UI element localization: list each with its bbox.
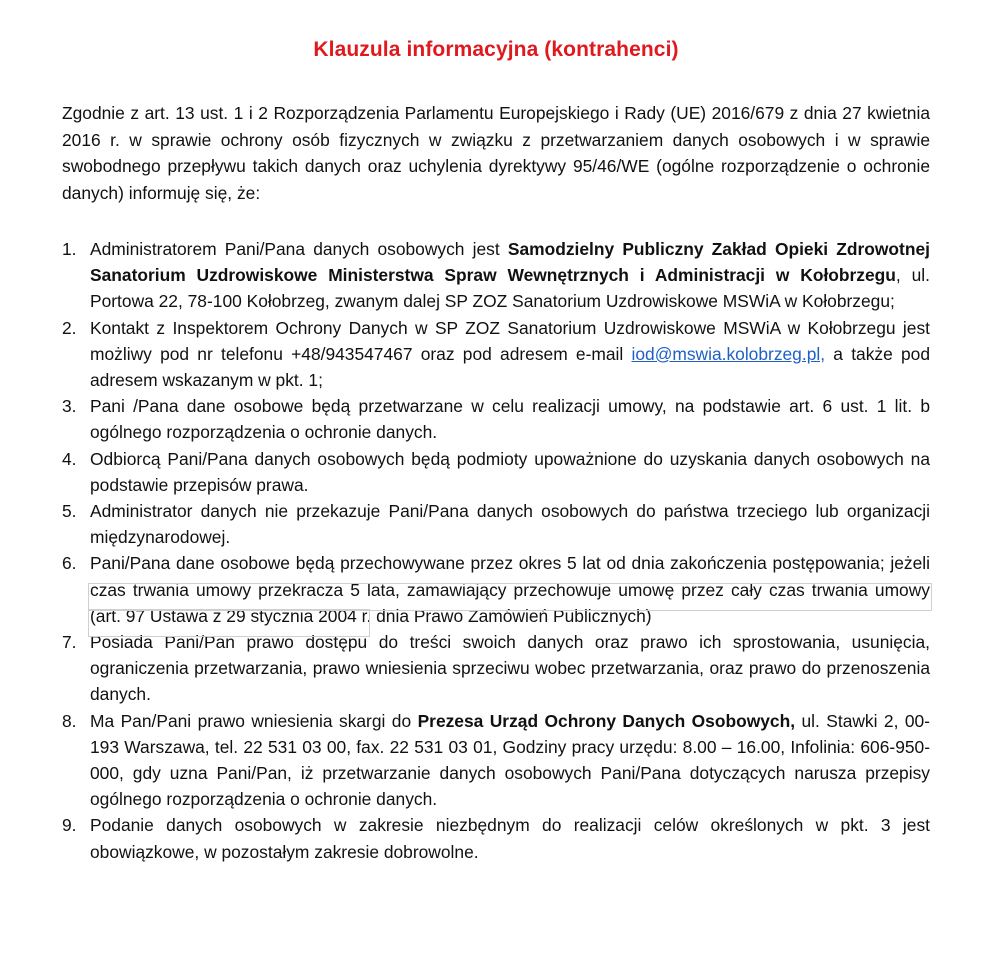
list-number: 1. <box>62 239 77 259</box>
document-page <box>62 38 930 865</box>
list-number: 8. <box>62 710 77 731</box>
list-item-3 <box>62 393 930 445</box>
list-number: 7. <box>62 632 77 653</box>
item-text: Podanie danych osobowych w zakresie niezbędnym do realizacji celów określonych w pkt. 3 jest obowiązkowe, w pozostałym zakresie dobrowolne. <box>90 815 930 862</box>
intro-paragraph: Zgodnie z art. 13 ust. 1 i 2 Rozporządzenia Parlamentu Europejskiego i Rady (UE) 2016/679 z dnia 27 kwietnia 2016 r. w sprawie ochrony osób fizycznych w związku z przetwarzaniem danych osobowych i w sprawie swobodnego przepływu takich danych oraz uchylenia dyrektywy 95/46/WE (ogólne rozporządzenie o ochronie danych) informuję się, że: <box>62 103 930 203</box>
list-number: 6. <box>62 553 77 574</box>
email-link[interactable]: iod@mswia.kolobrzeg.pl, <box>631 343 826 364</box>
item-text: Administratorem Pani/Pana danych osobowych jest <box>90 239 508 259</box>
item-text: Pani /Pana dane osobowe będą przetwarzane w celu realizacji umowy, na podstawie art. 6 ust. 1 lit. b ogólnego rozporządzenia o ochronie danych. <box>90 396 930 443</box>
list-item-6 <box>62 550 930 629</box>
list-item-8 <box>62 708 930 813</box>
item-text: , ul. Portowa 22, 78-100 Kołobrzeg, zwanym dalej SP ZOZ Sanatorium Uzdrowiskowe MSWiA w Kołobrzegu; <box>90 265 930 312</box>
list-item-2 <box>62 315 930 394</box>
item-text: a także pod adresem wskazanym w pkt. 1; <box>90 343 930 391</box>
administrator-name: Samodzielny Publiczny Zakład Opieki Zdrowotnej Sanatorium Uzdrowiskowe Ministerstwa Spraw Wewnętrznych i Administracji w Kołobrzegu <box>90 239 930 286</box>
list-number: 5. <box>62 501 77 522</box>
item-text: ul. Stawki 2, 00-193 Warszawa, tel. 22 531 03 00, fax. 22 531 03 01, Godziny pracy urzędu: 8.00 – 16.00, Infolinia: 606-950-000, gdy uzna Pani/Pan, iż przetwarzanie danych osobowych Pani/Pana dotyczących narusza przepisy ogólnego rozporządzenia o ochronie danych. <box>90 710 930 810</box>
list-number: 9. <box>62 815 77 836</box>
item-text: Administrator danych nie przekazuje Pani/Pana danych osobowych do państwa trzeciego lub organizacji międzynarodowej. <box>90 501 930 548</box>
page-title: Klauzula informacyjna (kontrahenci) <box>313 38 679 61</box>
list-number: 4. <box>62 448 77 469</box>
list-item-1 <box>62 236 930 315</box>
clause-list <box>62 236 930 865</box>
list-item-7 <box>62 629 930 708</box>
item-text: Posiada Pani/Pan prawo dostępu do treści swoich danych oraz prawo ich sprostowania, usunięcia, ograniczenia przetwarzania, prawo wniesienia sprzeciwu wobec przetwarzania, oraz prawo do przenoszenia danych. <box>90 632 930 705</box>
list-item-5 <box>62 498 930 550</box>
list-number: 2. <box>62 317 77 338</box>
list-item-9 <box>62 812 930 864</box>
item-text: Ma Pan/Pani prawo wniesienia skargi do <box>90 710 418 731</box>
item-text: Kontakt z Inspektorem Ochrony Danych w SP ZOZ Sanatorium Uzdrowiskowe MSWiA w Kołobrzegu jest możliwy pod nr telefonu +48/943547467 oraz pod adresem e-mail <box>90 317 930 364</box>
authority-name: Prezesa Urząd Ochrony Danych Osobowych, <box>417 710 796 731</box>
item-text: Pani/Pana dane osobowe będą przechowywane przez okres 5 lat od dnia zakończenia postępowania; jeżeli czas trwania umowy przekracza 5 lata, zamawiający przechowuje umowę przez cały czas trwania umowy (art. 97 Ustawa z 29 stycznia 2004 r. dnia Prawo Zamówień Publicznych) <box>90 553 930 626</box>
list-number: 3. <box>62 396 77 417</box>
item-text: Odbiorcą Pani/Pana danych osobowych będą podmioty upoważnione do uzyskania danych osobowych na podstawie przepisów prawa. <box>90 448 930 495</box>
list-item-4 <box>62 446 930 498</box>
